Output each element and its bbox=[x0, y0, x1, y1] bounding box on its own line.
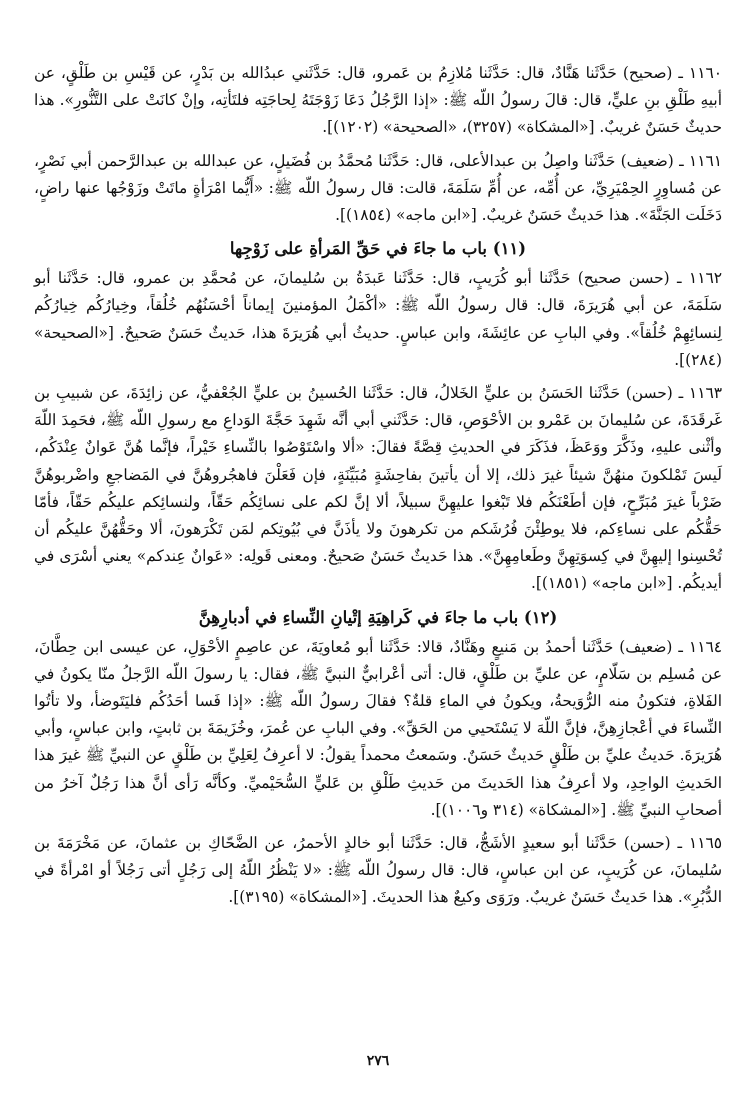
hadith-1162: ١١٦٢ ـ (حسن صحيح) حَدَّثَنا أبو كُرَيبٍ، قال: حَدَّثَنا عَبدَةُ بن سُليمانَ، عن مُحمَّدِ بن عمرو، قال: حَدَّثَنا أبو سَلَمَةَ، عن أبي هُرَيرَةَ، قال: قال رسولُ اللّه ﷺ: «أكْمَلُ المؤمنينَ إيماناً أحْسَنُهُم خُلُقاً، وخِيارُكُم خِيارُكُم لِنسائِهِمْ خُلُقاً». وفي البابِ عن عائِشَةَ، وابن عباسٍ. حديثُ أبي هُرَيرَةَ هذا، حَديثٌ حَسَنٌ صَحيحٌ. [«الصحيحة» (٢٨٤)]. bbox=[34, 269, 722, 369]
hadith-1165: ١١٦٥ ـ (حسن) حَدَّثَنا أبو سعيدٍ الأشَجُّ، قال: حَدَّثَنا أبو خالدٍ الأحمرُ، عن الضَّحّاكِ بن عثمانَ، عن مَخْرَمَةَ بن سُليمانَ، عن كُرَيبٍ، عن ابن عباسٍ، قال: قال رسولُ اللّه ﷺ: «لا يَنْظُرُ اللّهُ إلى رَجُلٍ أتى رَجُلاً أو امْرأةً في الدُّبُرِ». هذا حَديثٌ حَسَنٌ غريبٌ. ورَوَى وكيعٌ هذا الحديثَ. [«المشكاة» (٣١٩٥)]. bbox=[34, 834, 722, 907]
chapter-heading-12: (١٢) باب ما جاءَ في كَراهِيَةِ إتْيانِ النِّساءِ في أدبارِهِنَّ bbox=[198, 607, 558, 627]
chapter-heading-11: (١١) باب ما جاءَ في حَقِّ المَرأةِ على زَوْجِها bbox=[229, 239, 527, 259]
page-number: ٢٧٦ bbox=[366, 1053, 390, 1069]
page-content bbox=[34, 60, 722, 1045]
hadith-1160: ١١٦٠ ـ (صحيح) حَدَّثَنا هَنَّادٌ، قال: حَدَّثَنا مُلازِمُ بن عَمرو، قال: حَدَّثَني عبدُالله بن بَدْرٍ، عن قَيْسِ بن طَلْقٍ، عن أبيهِ طَلْقِ بنِ عليٍّ، قال: قالَ رسولُ اللّه ﷺ: «إذا الرَّجُلُ دَعَا زَوْجَتَهُ لِحاجَتِه فلتَأتِه، وإنْ كانَتْ على التَّنُّورِ». هذا حديثٌ حَسَنٌ غريبٌ. [«المشكاة» (٣٢٥٧)، «الصحيحة» (١٢٠٢)]. bbox=[34, 64, 722, 137]
hadith-1163: ١١٦٣ ـ (حسن) حَدَّثَنا الحَسَنُ بن عليٍّ الخَلالُ، قال: حَدَّثَنا الحُسينُ بن عليٍّ الجُعْفيُّ، عن زائِدَةَ، عن شبيبِ بن غَرقَدَةَ، عن سُليمانَ بن عَمْرو بن الأحْوَصِ، قال: حَدَّثَني أبي أنَّه شَهِدَ حَجَّةَ الوَداعِ مع رسولِ اللّه ﷺ، فحَمِدَ اللّهَ وأثْنى عليهِ، وذَكَّرَ ووَعَظَ، فذَكَرَ في الحديثِ قِصَّةً فقالَ: «ألا واسْتَوْصُوا بالنِّساءِ خَيْراً، فإنَّما هُنَّ عَوانٌ عِنْدَكُم، لَيسَ تَمْلكونَ منهُنَّ شيئاً غيرَ ذلك، إلا أن يأتينَ بفاحِشَةٍ مُبَيِّنَةٍ، فإن فَعَلْنَ فاهجُروهُنَّ في المَضاجعِ واضْربوهُنَّ ضَرْباً غيرَ مُبَرِّحٍ، فإن أطَعْنَكُم فلا تَبْغوا عليهِنَّ سبيلاً، ألا إنَّ لكم على نسائِكُم حَقّاً، ولنسائِكم عليكُم حَقّاً، فأمّا حَقُّكُم على نساءِكم، فلا يوطِئْنَ فُرُشَكم من تكرهونَ ولا يأذَنَّ في بُيُوتِكم لمَن تَكْرَهونَ، ألا وحَقُّهُنَّ عليكُم أن تُحْسِنوا إليهِنَّ في كِسوَتِهِنَّ وطَعامِهِنَّ». هذا حَديثٌ حَسَنٌ صَحيحٌ. ومعنى قَولِه: «عَوانٌ عِندكم» يعني أسْرَى في أيديكُم. [«ابن ماجه» (١٨٥١)]. bbox=[34, 384, 722, 593]
hadith-1164: ١١٦٤ ـ (ضعيف) حَدَّثَنا أحمدُ بن مَنيعٍ وهَنَّادٌ، قالا: حَدَّثَنا أبو مُعاويَةَ، عن عاصِمٍ الأحْوَلِ، عن عيسى ابن حِطَّانَ، عن مُسلِم بن سَلّامٍ، عن عليِّ بن طَلْقٍ، قال: أتى أعْرابيٌّ النبيَّ ﷺ، فقال: يا رسولَ اللّه الرَّجلُ منّا يكونُ في الفَلاةِ، فتكونُ منه الرُّوَيحةُ، ويكونُ في الماءِ قلةٌ؟ فقالَ رسولُ اللّه ﷺ: «إذا فَسا أحَدُكُم فليَتَوضأ، ولا تأتُوا النِّساءَ في أعْجازِهِنَّ، فإنَّ اللّهَ لا يَسْتَحيي من الحَقِّ». وفي البابِ عن عُمرَ، وخُزَيمَةَ بن ثابتٍ، وابن عباسٍ، وأبي هُرَيرَةَ. حَديثُ عليِّ بن طَلْقٍ حَديثٌ حَسَنٌ. وسَمعتُ محمداً يقولُ: لا أعرِفُ لِعَلِيِّ بن طَلْقٍ عن النبيِّ ﷺ غيرَ هذا الحَديثِ الواحِدِ، ولا أعرِفُ هذا الحَديثَ من حَديثِ طَلْقِ بن عَليٍّ السُّحَيْميِّ. وكأنَّه رَأى أنَّ هذا رَجُلٌ آخرُ من أصحابِ النبيِّ ﷺ. [«المشكاة» (٣١٤ و١٠٠٦)]. bbox=[34, 637, 722, 819]
hadith-1161: ١١٦١ ـ (ضعيف) حَدَّثَنا واصِلُ بن عبدالأعلى، قال: حَدَّثَنا مُحمَّدُ بن فُضَيلٍ، عن عبدالله بن عبدالرَّحمن أبي نَصْرٍ، عن مُساوِرٍ الحِمْيَرِيِّ، عن أُمِّه، عن أُمِّ سَلَمَةَ، قالت: قال رسولُ اللّه ﷺ: «أَيُّما امْرَأةٍ ماتَتْ وزَوْجُها عنها راضٍ، دَخَلَت الجَنَّةَ». هذا حَديثٌ حَسَنٌ غريبٌ. [«ابن ماجه» (١٨٥٤)]. bbox=[34, 151, 722, 225]
